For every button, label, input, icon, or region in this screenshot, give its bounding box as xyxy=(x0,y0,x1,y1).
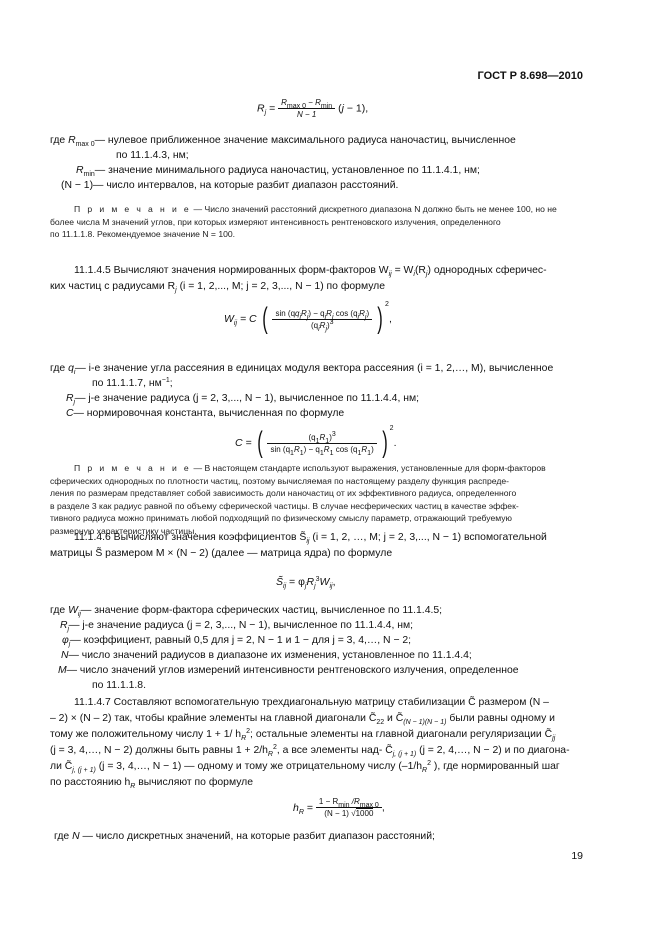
definition-q-cont: по 11.1.1.7, $нм^{-1}$; xyxy=(92,377,173,389)
formula-radius: $R_j$ = $\frac{Rmax 0 - Rmin}{N - 1}$ (j − 1), xyxy=(257,98,369,119)
paragraph-11-1-4-5-line-1: 11.1.4.5 Вычисляют значения нормированных форм-факторов $W_{ij} = W_i(R_j)$ однородных сферичес- xyxy=(74,265,547,278)
paragraph-11-1-4-7-line-2: – 2) × (N – 2) так, чтобы крайние элементы на главной диагонали $C̃_{22}$ и $C̃_{(N - 1)(N - 1)}$ были равны одному и xyxy=(50,713,555,726)
definition-w-ij: где $W_{ij}—$ значение форм-фактора сферических частиц, вычисленное по 11.1.4.5; xyxy=(50,605,443,618)
paragraph-11-1-4-7-line-1: 11.1.4.7 Составляют вспомогательную трехдиагональную матрицу стабилизации C̃ размером (N – xyxy=(74,697,549,708)
paragraph-11-1-4-7-line-6: по расстоянию $h_R$ вычисляют по формуле xyxy=(50,777,254,790)
definition-r-max: где $R_{max 0}—$ нулевое приближенное значение максимального радиуса наночастиц, вычисленное xyxy=(50,135,516,148)
note-2-line-2: сферических однородных по плотности частиц, поэтому вычисляемая по настоящему разделу функция распреде- xyxy=(50,475,509,486)
formula-normalization-constant: C = ( $\frac{(q1R1)3}{\sin (q1R1) - q1R1 \cos (q1R1)}$ ) $^2$. xyxy=(235,424,397,459)
note-2-line-6: размерную характеристику частицы. xyxy=(50,525,197,536)
definition-r-j: $R_j—$ j-е значение радиуса (j = 2, 3,..., N − 1), вычисленное по 11.1.4.4, нм; xyxy=(66,393,420,406)
definition-n: N— число значений радиусов в диапазоне их изменения, установленное по 11.1.4.4; xyxy=(61,650,472,661)
definition-m: M— число значений углов измерений интенсивности рентгеновского излучения, определенное xyxy=(58,665,519,676)
definition-c: C— нормировочная константа, вычисленная по формуле xyxy=(66,408,345,419)
definition-r-max-cont: по 11.1.4.3, нм; xyxy=(116,150,189,161)
note-2-line-4: в разделе 3 как радиус равной по объему сферической частицы. В случае несферических частиц в качестве эффек- xyxy=(50,500,519,511)
note-1-line-3: по 11.1.1.8. Рекомендуемое значение N = 100. xyxy=(50,229,236,239)
note-2-line-5: тивного радиуса можно принимать любой подходящий по физическому смыслу параметр, отражающий требуемую xyxy=(50,513,512,523)
page-header-title: ГОСТ Р 8.698—2010 xyxy=(477,70,583,82)
paragraph-11-1-4-7-line-5: ли $C̃_{j, (j + 1)}$ (j = 3, 4,…, N − 1) — одному и тому же отрицательному числу ($-1/h_R^2$ ), где нормированный шаг xyxy=(50,760,560,774)
formula-form-factor: $W_{ij} = C$ ( $\frac{\text{sin (qqiRj) − qiRj cos (qiRj)}}{\text{(qiRj)3}}$ ) $^2$, xyxy=(224,300,392,335)
definition-r-j-2: $R_j—$ j-е значение радиуса (j = 2, 3,..., N − 1), вычисленное по 11.1.4.4, нм; xyxy=(60,620,414,633)
definition-phi: $\varphi_j—$ коэффициент, равный 0,5 для j = 2, N − 1 и 1 − для j = 3, 4,…, N − 2; xyxy=(62,635,412,648)
definition-q: где $q_i—$ i-е значение угла рассеяния в единицах модуля вектора рассеяния (i = 1, 2,…, M), вычисленное xyxy=(50,363,554,376)
paragraph-11-1-4-6-line-2: матрицы S̃ размером M × (N − 2) (далее — матрица ядра) по формуле xyxy=(50,548,393,559)
definition-intervals: (N − 1)— число интервалов, на которые разбит диапазон расстояний. xyxy=(61,180,399,191)
formula-kernel-matrix: $S̃_{ij} = \varphi_jR_j^3W_{ij}$, xyxy=(276,576,336,590)
square-root-icon: √ xyxy=(351,809,356,818)
note-2-line-1: П р и м е ч а н и е — В настоящем стандарте используют выражения, установленные для форм-факторов xyxy=(74,463,546,473)
paragraph-11-1-4-7-line-4: (j = 3, 4,…, N − 2) должны быть равны $1 + 2/h_R^2$, а все элементы над- $C̃_{j, (j + 1)}$ (j = 2, 4,…, N − 2) и по диагона- xyxy=(50,744,570,758)
definition-n-discrete: где N — число дискретных значений, на которые разбит диапазон расстояний; xyxy=(54,831,435,842)
definition-m-cont: по 11.1.1.8. xyxy=(92,680,146,691)
note-2-line-3: ления по размерам представляет собой зависимость доли наночастиц от их эффективного радиуса, определенного xyxy=(50,488,517,498)
paragraph-11-1-4-6-line-1: 11.1.4.6 Вычисляют значения коэффициентов $S̃_{ij}$ (i = 1, 2, …, M; j = 2, 3,..., N − 1) вспомогательной xyxy=(74,532,547,545)
paragraph-11-1-4-7-line-3: тому же положительному числу 1 + 1/ $h_R^2$; остальные элементы на главной диагонали регуляризации $C̃_{jj}$ xyxy=(50,728,556,742)
formula-normalized-step: $h_R$ = $\frac{1 - Rmin /Rmax 0}{(N - 1) √1000}$ , xyxy=(293,797,385,818)
paragraph-11-1-4-5-line-2: ких частиц с радиусами $R_j$ (i = 1, 2,..., M; j = 2, 3,..., N − 1) по формуле xyxy=(50,281,386,294)
page-number: 19 xyxy=(571,850,583,862)
note-1-line-2: более числа M значений углов, при которых измеряют интенсивность рентгеновского излучения, определенного xyxy=(50,216,501,227)
note-1-line-1: П р и м е ч а н и е — Число значений расстояний дискретного диапазона N должно быть не менее 100, но не xyxy=(74,204,557,214)
definition-r-min: $R_{min}—$ значение минимального радиуса наночастиц, установленное по 11.1.4.1, нм; xyxy=(76,165,480,178)
